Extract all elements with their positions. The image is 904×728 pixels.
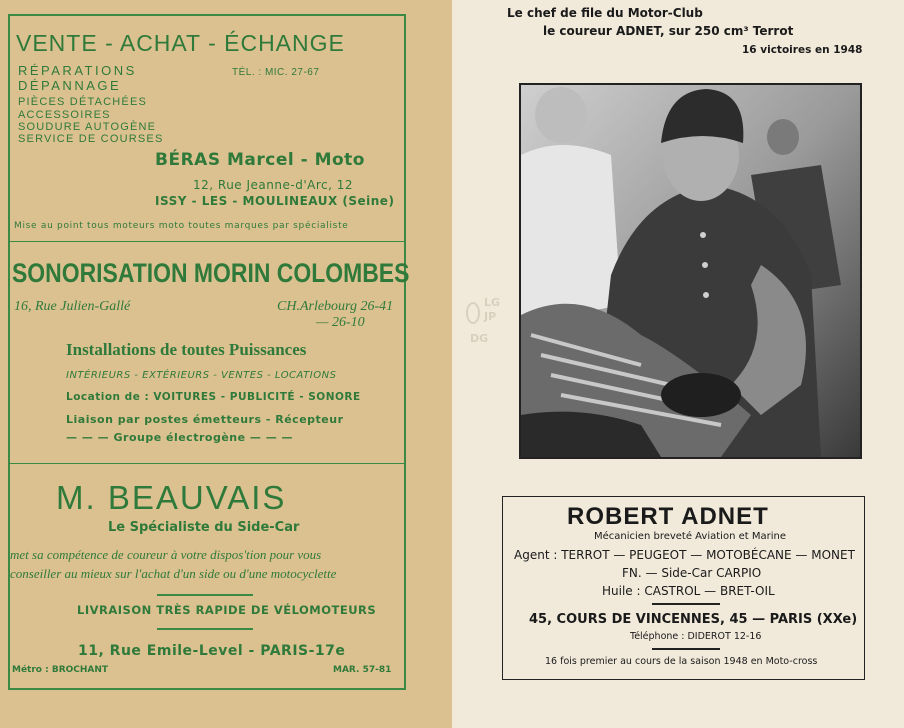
adnet-subtitle: Mécanicien breveté Aviation et Marine <box>594 531 786 542</box>
adnet-footer: 16 fois premier au cours de la saison 1948 en Moto-cross <box>545 656 818 667</box>
adnet-name: ROBERT ADNET <box>567 503 769 530</box>
adnet-agent: Agent : TERROT — PEUGEOT — MOTOBÉCANE — MONET <box>514 548 855 562</box>
ad2-line-3: Liaison par postes émetteurs - Récepteur <box>66 413 344 426</box>
photo-caption-1: Le chef de file du Motor-Club <box>507 6 703 20</box>
ad1-tagline: Mise au point tous moteurs moto toutes marques par spécialiste <box>14 221 349 231</box>
ad1-address-1: 12, Rue Jeanne-d'Arc, 12 <box>193 178 353 192</box>
ad1-service-5: SERVICE DE COURSES <box>18 133 164 145</box>
ad3-line-3: LIVRAISON TRÈS RAPIDE DE VÉLOMOTEURS <box>77 603 377 617</box>
ad1-service-1: DÉPANNAGE <box>18 78 122 93</box>
ad2-line-2: Location de : VOITURES - PUBLICITÉ - SONORE <box>66 391 361 403</box>
ad3-subtitle: Le Spécialiste du Side-Car <box>108 520 300 535</box>
ad1-service-0: RÉPARATIONS <box>18 63 137 78</box>
ad2-tel-1: CH.Arlebourg 26-41 <box>277 299 394 314</box>
ad1-service-4: SOUDURE AUTOGÈNE <box>18 121 157 133</box>
adnet-rule-2 <box>652 648 720 650</box>
ad1-service-3: ACCESSOIRES <box>18 109 111 121</box>
collection-stamp: LG JP DG <box>466 296 506 350</box>
adnet-rule-1 <box>652 603 720 605</box>
adnet-line-3: Huile : CASTROL — BRET-OIL <box>602 584 775 598</box>
ad1-service-2: PIÈCES DÉTACHÉES <box>18 96 148 108</box>
ad3-rule-2 <box>157 628 253 630</box>
ad2-headline: Installations de toutes Puissances <box>66 340 307 359</box>
ad1-name: BÉRAS Marcel - Moto <box>155 150 365 170</box>
photo-caption-2: le coureur ADNET, sur 250 cm³ Terrot <box>543 24 794 38</box>
adnet-telephone: Téléphone : DIDEROT 12-16 <box>630 631 762 642</box>
ad3-title: M. BEAUVAIS <box>56 479 287 516</box>
rider-photo <box>519 83 862 459</box>
ad3-rule-1 <box>157 594 253 596</box>
adnet-address: 45, COURS DE VINCENNES, 45 — PARIS (XXe) <box>529 612 858 627</box>
ad2-line-4: — — — Groupe électrogène — — — <box>66 431 294 444</box>
divider-1 <box>8 241 406 242</box>
ad3-tel: MAR. 57-81 <box>333 665 392 675</box>
ad1-tel: TÉL. : MIC. 27-67 <box>232 67 320 78</box>
ad2-title: SONORISATION MORIN COLOMBES <box>12 258 410 288</box>
ad3-metro: Métro : BROCHANT <box>12 665 109 675</box>
ad3-line-1: met sa compétence de coureur à votre dispos'tion pour vous <box>10 547 322 562</box>
ad2-line-1: INTÉRIEURS - EXTÉRIEURS - VENTES - LOCATIONS <box>66 370 337 381</box>
divider-2 <box>8 463 406 464</box>
ad3-line-2: conseiller au mieux sur l'achat d'un side ou d'une motocyclette <box>10 566 337 581</box>
adnet-line-2: FN. — Side-Car CARPIO <box>622 566 762 580</box>
ad2-address: 16, Rue Julien-Gallé <box>14 299 131 314</box>
photo-caption-3: 16 victoires en 1948 <box>742 44 863 56</box>
ad3-address: 11, Rue Emile-Level - PARIS-17e <box>78 643 346 659</box>
ad1-address-2: ISSY - LES - MOULINEAUX (Seine) <box>155 194 395 208</box>
ad1-title: VENTE - ACHAT - ÉCHANGE <box>16 30 345 56</box>
ad2-tel-2: — 26-10 <box>316 315 365 330</box>
